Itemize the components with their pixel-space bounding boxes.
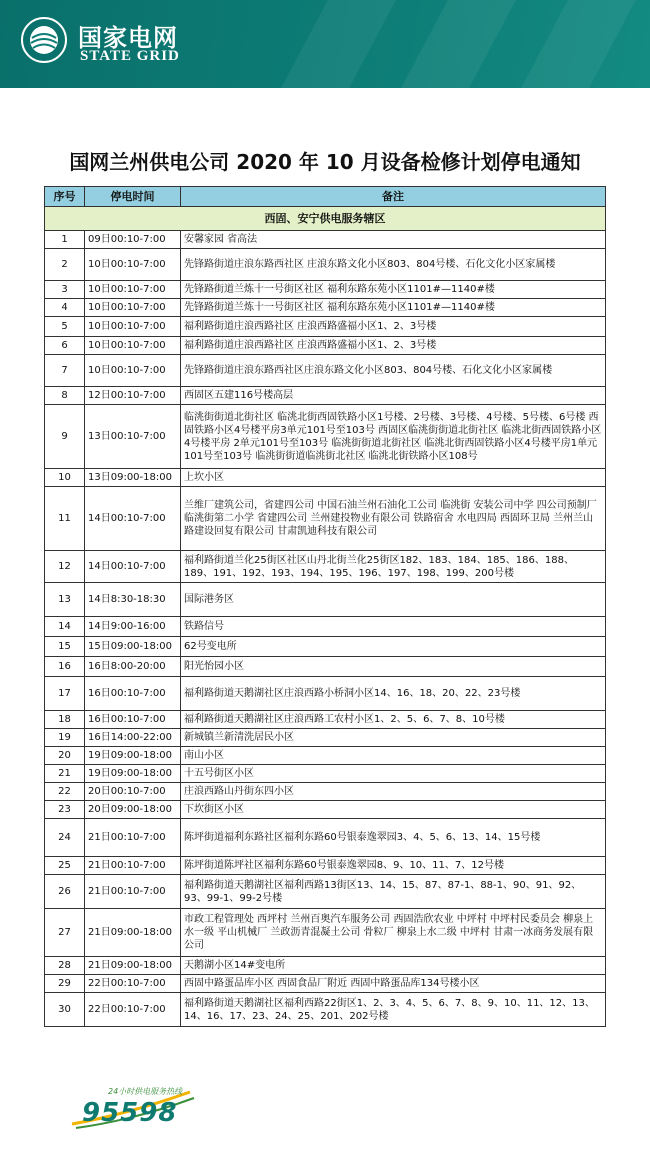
table-row (45, 993, 606, 1027)
row-note: 天鹅湖小区14#变电所 (181, 957, 606, 975)
row-number: 9 (45, 405, 85, 469)
brand-name-en: STATE GRID (80, 48, 180, 64)
row-number: 22 (45, 783, 85, 801)
row-note: 西固中路蛋品库小区 西固食品厂附近 西固中路蛋品库134号楼小区 (181, 975, 606, 993)
table-row (45, 337, 606, 355)
row-number: 19 (45, 729, 85, 747)
row-note: 先锋路街道兰炼十一号街区社区 福利东路东苑小区1101#—1140#楼 (181, 281, 606, 299)
row-time: 22日00:10-7:00 (85, 993, 181, 1027)
row-time: 19日09:00-18:00 (85, 765, 181, 783)
row-number: 18 (45, 711, 85, 729)
row-time: 16日14:00-22:00 (85, 729, 181, 747)
header-time: 停电时间 (85, 187, 181, 207)
row-number: 29 (45, 975, 85, 993)
table-row (45, 765, 606, 783)
table-row (45, 857, 606, 875)
table-row (45, 355, 606, 387)
row-time: 21日00:10-7:00 (85, 875, 181, 909)
brand-name-cn: 国家电网 (78, 24, 178, 52)
banner-stripe (497, 0, 644, 88)
row-number: 4 (45, 299, 85, 317)
row-number: 23 (45, 801, 85, 819)
table-row (45, 637, 606, 657)
row-time: 22日00:10-7:00 (85, 975, 181, 993)
table-row (45, 281, 606, 299)
row-note: 福利路街道庄浪西路社区 庄浪西路盛福小区1、2、3号楼 (181, 317, 606, 337)
row-time: 10日00:10-7:00 (85, 299, 181, 317)
row-time: 21日09:00-18:00 (85, 909, 181, 957)
row-time: 21日09:00-18:00 (85, 957, 181, 975)
row-note: 福利路街道天鹅湖社区庄浪西路小桥洞小区14、16、18、20、22、23号楼 (181, 677, 606, 711)
header-note: 备注 (181, 187, 606, 207)
banner-stripe (257, 0, 404, 88)
row-note: 福利路街道庄浪西路社区 庄浪西路盛福小区1、2、3号楼 (181, 337, 606, 355)
table-row (45, 317, 606, 337)
row-time: 20日00:10-7:00 (85, 783, 181, 801)
row-time: 14日8:30-18:30 (85, 583, 181, 617)
table-row (45, 801, 606, 819)
table-row (45, 231, 606, 249)
header-no: 序号 (45, 187, 85, 207)
row-time: 13日09:00-18:00 (85, 469, 181, 487)
row-number: 13 (45, 583, 85, 617)
row-note: 福利路街道兰化25街区社区山丹北街兰化25街区182、183、184、185、186、188、189、191、192、193、194、195、196、197、198、199、200号楼 (181, 551, 606, 583)
row-note: 西固区五建116号楼高层 (181, 387, 606, 405)
row-time: 10日00:10-7:00 (85, 249, 181, 281)
row-note: 福利路街道天鹅湖社区庄浪西路工农村小区1、2、5、6、7、8、10号楼 (181, 711, 606, 729)
row-time: 21日00:10-7:00 (85, 819, 181, 857)
table-row (45, 783, 606, 801)
table-row (45, 487, 606, 551)
row-time: 12日00:10-7:00 (85, 387, 181, 405)
row-number: 24 (45, 819, 85, 857)
table-row (45, 387, 606, 405)
row-note: 福利路街道天鹅湖社区福利西路13街区13、14、15、87、87-1、88-1、90、91、92、93、99-1、99-2号楼 (181, 875, 606, 909)
table-row (45, 819, 606, 857)
row-number: 16 (45, 657, 85, 677)
row-time: 14日00:10-7:00 (85, 551, 181, 583)
row-note: 国际港务区 (181, 583, 606, 617)
table-row (45, 657, 606, 677)
row-time: 21日00:10-7:00 (85, 857, 181, 875)
row-time: 09日00:10-7:00 (85, 231, 181, 249)
row-note: 南山小区 (181, 747, 606, 765)
row-note: 上坎小区 (181, 469, 606, 487)
row-time: 16日00:10-7:00 (85, 677, 181, 711)
row-number: 25 (45, 857, 85, 875)
row-time: 10日00:10-7:00 (85, 355, 181, 387)
table-row (45, 249, 606, 281)
row-note: 先锋路街道庄浪东路西社区 庄浪东路文化小区803、804号楼、石化文化小区家属楼 (181, 249, 606, 281)
row-number: 8 (45, 387, 85, 405)
table-row (45, 957, 606, 975)
table-row (45, 729, 606, 747)
row-number: 26 (45, 875, 85, 909)
table-row (45, 711, 606, 729)
row-time: 14日00:10-7:00 (85, 487, 181, 551)
row-time: 14日9:00-16:00 (85, 617, 181, 637)
row-number: 5 (45, 317, 85, 337)
row-number: 20 (45, 747, 85, 765)
table-row (45, 583, 606, 617)
banner (0, 0, 650, 88)
row-note: 62号变电所 (181, 637, 606, 657)
row-number: 15 (45, 637, 85, 657)
row-note: 陈坪街道陈坪社区福利东路60号银泰逸翠园8、9、10、11、7、12号楼 (181, 857, 606, 875)
state-grid-logo-icon (20, 16, 68, 64)
row-number: 28 (45, 957, 85, 975)
row-note: 铁路信号 (181, 617, 606, 637)
region-row (45, 207, 606, 231)
row-number: 21 (45, 765, 85, 783)
hotline-tagline: 24小时供电服务热线 (108, 1087, 183, 1096)
row-number: 10 (45, 469, 85, 487)
row-note: 新城镇兰新清洗居民小区 (181, 729, 606, 747)
row-number: 12 (45, 551, 85, 583)
table-row (45, 299, 606, 317)
row-note: 兰维厂建筑公司，省建四公司 中国石油兰州石油化工公司 临洮街 安装公司中学 四公司预制厂 临洮街第二小学 省建四公司 兰州建投物业有限公司 铁路宿舍 水电四局 西固环卫局 兰州兰山路建设回复有限公司 甘肃凯迪科技有限公司 (181, 487, 606, 551)
outage-table (44, 186, 606, 1027)
region-label: 西固、安宁供电服务辖区 (45, 207, 606, 231)
row-number: 30 (45, 993, 85, 1027)
row-number: 17 (45, 677, 85, 711)
row-number: 3 (45, 281, 85, 299)
row-note: 福利路街道天鹅湖社区福利西路22街区1、2、3、4、5、6、7、8、9、10、11、12、13、14、16、17、23、24、25、201、202号楼 (181, 993, 606, 1027)
row-number: 14 (45, 617, 85, 637)
hotline-number: 95598 (82, 1098, 178, 1128)
row-time: 19日09:00-18:00 (85, 747, 181, 765)
table-row (45, 909, 606, 957)
table-row (45, 551, 606, 583)
row-number: 7 (45, 355, 85, 387)
row-time: 10日00:10-7:00 (85, 317, 181, 337)
row-note: 安馨家园 省高法 (181, 231, 606, 249)
table-row (45, 405, 606, 469)
row-note: 下坎街区小区 (181, 801, 606, 819)
row-time: 16日8:00-20:00 (85, 657, 181, 677)
row-note: 阳光怡园小区 (181, 657, 606, 677)
table-row (45, 677, 606, 711)
row-note: 临洮街街道北街社区 临洮北街西固铁路小区1号楼、2号楼、3号楼、4号楼、5号楼、6号楼 西固铁路小区4号楼平房3单元101号至103号 西固区临洮街街道北街社区 临洮北街西固铁路小区4号楼平房 2单元101号至103号 临洮街街道北街社区 临洮北街西固铁路小区4号楼平房1单元101号至103号 临洮街街道临洮街北社区 临洮北街铁路小区108号 (181, 405, 606, 469)
row-time: 16日00:10-7:00 (85, 711, 181, 729)
row-number: 1 (45, 231, 85, 249)
row-number: 6 (45, 337, 85, 355)
table-row (45, 975, 606, 993)
row-time: 10日00:10-7:00 (85, 281, 181, 299)
row-time: 10日00:10-7:00 (85, 337, 181, 355)
table-row (45, 875, 606, 909)
row-time: 13日00:10-7:00 (85, 405, 181, 469)
row-note: 市政工程管理处 西坪村 兰州百奥汽车服务公司 西固浩欣农业 中坪村 中坪村民委员会 柳泉上水一级 平山机械厂 兰政沥青混凝土公司 骨粒厂 柳泉上水二级 中坪村 甘肃一冰商务发展有限公司 (181, 909, 606, 957)
table-row (45, 469, 606, 487)
table-row (45, 617, 606, 637)
row-note: 陈坪街道福利东路社区福利东路60号银泰逸翠园3、4、5、6、13、14、15号楼 (181, 819, 606, 857)
row-note: 先锋路街道庄浪东路西社区庄浪东路文化小区803、804号楼、石化文化小区家属楼 (181, 355, 606, 387)
row-number: 2 (45, 249, 85, 281)
row-note: 十五号街区小区 (181, 765, 606, 783)
row-time: 15日09:00-18:00 (85, 637, 181, 657)
row-time: 20日09:00-18:00 (85, 801, 181, 819)
row-note: 先锋路街道兰炼十一号街区社区 福利东路东苑小区1101#—1140#楼 (181, 299, 606, 317)
row-number: 27 (45, 909, 85, 957)
banner-stripe (377, 0, 524, 88)
table-row (45, 747, 606, 765)
page-title: 国网兰州供电公司 2020 年 10 月设备检修计划停电通知 (69, 150, 581, 174)
row-note: 庄浪西路山丹街东四小区 (181, 783, 606, 801)
table-header-row (45, 187, 606, 207)
row-number: 11 (45, 487, 85, 551)
